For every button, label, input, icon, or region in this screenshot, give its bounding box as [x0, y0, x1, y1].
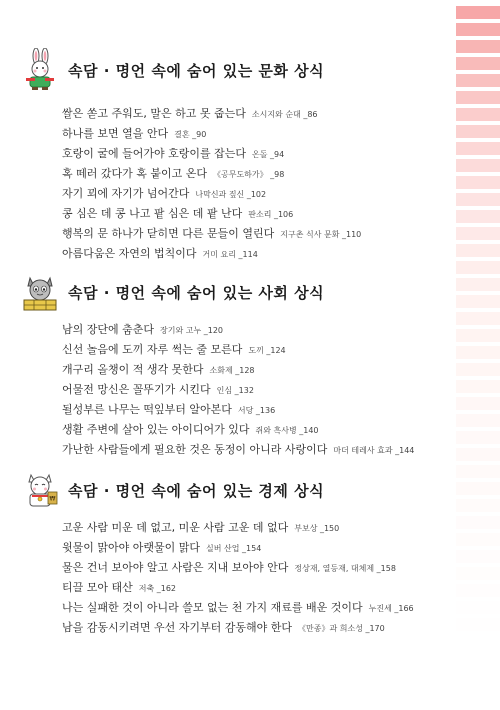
list-item — [62, 378, 414, 398]
entry-saying: 호랑이 굴에 들어가야 호랑이를 잡는다 — [62, 147, 247, 160]
color-stripe — [456, 312, 500, 325]
entry-topic-page: 도끼 _124 — [248, 346, 286, 355]
entry-topic-page: 저축 _162 — [138, 584, 177, 593]
color-stripe — [456, 74, 500, 87]
list-item — [62, 102, 361, 122]
entry-saying: 행복의 문 하나가 닫히면 다른 문들이 열린다 — [62, 227, 275, 240]
entry-saying: 물은 건너 보아야 알고 사람은 지내 보아야 안다 — [62, 561, 289, 574]
color-stripe — [456, 482, 500, 495]
entry-topic-page: 《공무도하가》 _98 — [213, 170, 285, 179]
entry-topic-page: 온돌 _94 — [252, 150, 285, 159]
entry-saying: 나는 실패한 것이 아니라 쓸모 없는 천 가지 재료를 배운 것이다 — [62, 601, 363, 614]
entry-topic-page: 정상재, 열등재, 대체제 _158 — [294, 564, 396, 573]
entry-saying: 아름다움은 자연의 법칙이다 — [62, 247, 197, 260]
entry-saying: 남의 장단에 춤춘다 — [62, 323, 155, 336]
color-stripe — [456, 23, 500, 36]
entry-saying: 신선 놀음에 도끼 자루 썩는 줄 모른다 — [62, 343, 243, 356]
color-stripe — [456, 40, 500, 53]
list-item — [62, 398, 414, 418]
cat-icon — [18, 270, 62, 314]
list-item — [62, 536, 414, 556]
entry-topic-page: 거미 요리 _114 — [202, 250, 258, 259]
list-item — [62, 162, 361, 182]
color-stripe — [456, 584, 500, 597]
color-stripe — [456, 618, 500, 631]
color-stripe — [456, 346, 500, 359]
color-stripe — [456, 176, 500, 189]
entry-topic-page: 장기와 고누 _120 — [160, 326, 224, 335]
color-stripe — [456, 601, 500, 614]
entry-topic-page: 쥐와 흑사병 _140 — [255, 426, 319, 435]
entry-topic-page: 부보상 _150 — [294, 524, 340, 533]
color-stripe — [456, 533, 500, 546]
list-item — [62, 418, 414, 438]
color-stripe — [456, 431, 500, 444]
color-stripe — [456, 635, 500, 648]
entry-topic-page: 누진세 _166 — [368, 604, 414, 613]
entry-topic-page: 실버 산업 _154 — [206, 544, 262, 553]
entry-saying: 고운 사람 미운 데 없고, 미운 사람 고운 데 없다 — [62, 521, 289, 534]
color-stripe — [456, 329, 500, 342]
list-item — [62, 338, 414, 358]
entry-saying: 가난한 사람들에게 필요한 것은 동정이 아니라 사랑이다 — [62, 443, 328, 456]
entry-list — [62, 318, 414, 458]
color-stripe — [456, 142, 500, 155]
list-item — [62, 202, 361, 222]
entry-saying: 콩 심은 데 콩 나고 팥 심은 데 팥 난다 — [62, 207, 243, 220]
entry-topic-page: 소화제 _128 — [209, 366, 255, 375]
color-stripe — [456, 91, 500, 104]
color-stripe — [456, 278, 500, 291]
section-header — [18, 48, 324, 92]
list-item — [62, 122, 361, 142]
entry-topic-page: 소시지와 순대 _86 — [251, 110, 318, 119]
entry-saying: 남을 감동시키려면 우선 자기부터 감동해야 한다 — [62, 621, 293, 634]
color-stripe — [456, 380, 500, 393]
color-stripe — [456, 108, 500, 121]
color-stripe — [456, 227, 500, 240]
svg-text:₩: ₩ — [49, 495, 56, 503]
section-header — [18, 270, 324, 314]
color-stripe — [456, 159, 500, 172]
color-stripe — [456, 499, 500, 512]
color-stripe — [456, 193, 500, 206]
rabbit-icon — [18, 48, 62, 92]
entry-saying: 개구리 올챙이 적 생각 못한다 — [62, 363, 204, 376]
color-stripe — [456, 448, 500, 461]
entry-topic-page: 결혼 _90 — [174, 130, 207, 139]
section-title: 속담 · 명언 속에 숨어 있는 문화 상식 — [68, 61, 325, 80]
color-stripe — [456, 244, 500, 257]
entry-topic-page: 서당 _136 — [237, 406, 276, 415]
list-item — [62, 438, 414, 458]
list-item — [62, 516, 414, 536]
list-item — [62, 556, 414, 576]
list-item — [62, 242, 361, 262]
entry-topic-page: 《만종》과 희소성 _170 — [298, 624, 385, 633]
color-stripe — [456, 465, 500, 478]
entry-saying: 될성부른 나무는 떡잎부터 알아본다 — [62, 403, 232, 416]
color-stripe — [456, 6, 500, 19]
list-item — [62, 358, 414, 378]
color-stripe — [456, 210, 500, 223]
entry-saying: 쌀은 쏟고 주워도, 말은 하고 못 줍는다 — [62, 107, 246, 120]
color-stripe — [456, 550, 500, 563]
entry-saying: 자기 꾀에 자기가 넘어간다 — [62, 187, 190, 200]
entry-topic-page: 마더 테레사 효과 _144 — [333, 446, 415, 455]
entry-topic-page: 나막신과 짚신 _102 — [195, 190, 267, 199]
color-stripe — [456, 516, 500, 529]
lucky-cat-icon — [18, 468, 62, 512]
entry-saying: 혹 떼러 갔다가 혹 붙이고 온다 — [62, 167, 207, 180]
color-stripe — [456, 261, 500, 274]
entry-saying: 어물전 망신은 꼴뚜기가 시킨다 — [62, 383, 211, 396]
list-item — [62, 182, 361, 202]
list-item — [62, 318, 414, 338]
entry-topic-page: 지구촌 식사 문화 _110 — [280, 230, 362, 239]
side-color-stripes — [456, 0, 500, 710]
entry-list — [62, 516, 414, 636]
section-economy — [18, 468, 414, 634]
list-item — [62, 142, 361, 162]
color-stripe — [456, 125, 500, 138]
color-stripe — [456, 567, 500, 580]
entry-saying: 윗물이 맑아야 아랫물이 맑다 — [62, 541, 201, 554]
section-culture — [18, 48, 362, 260]
color-stripe — [456, 57, 500, 70]
list-item — [62, 222, 361, 242]
entry-topic-page: 판소리 _106 — [248, 210, 294, 219]
section-society — [18, 270, 415, 456]
entry-topic-page: 인심 _132 — [216, 386, 254, 395]
entry-list — [62, 102, 361, 262]
entry-saying: 생활 주변에 살아 있는 아이디어가 있다 — [62, 423, 250, 436]
list-item — [62, 616, 414, 636]
entry-saying: 티끌 모아 태산 — [62, 581, 133, 594]
color-stripe — [456, 397, 500, 410]
color-stripe — [456, 414, 500, 427]
color-stripe — [456, 363, 500, 376]
section-title: 속담 · 명언 속에 숨어 있는 사회 상식 — [68, 283, 325, 302]
section-title: 속담 · 명언 속에 숨어 있는 경제 상식 — [68, 481, 325, 500]
list-item — [62, 596, 414, 616]
entry-saying: 하나를 보면 열을 안다 — [62, 127, 169, 140]
list-item — [62, 576, 414, 596]
color-stripe — [456, 295, 500, 308]
section-header — [18, 468, 324, 512]
